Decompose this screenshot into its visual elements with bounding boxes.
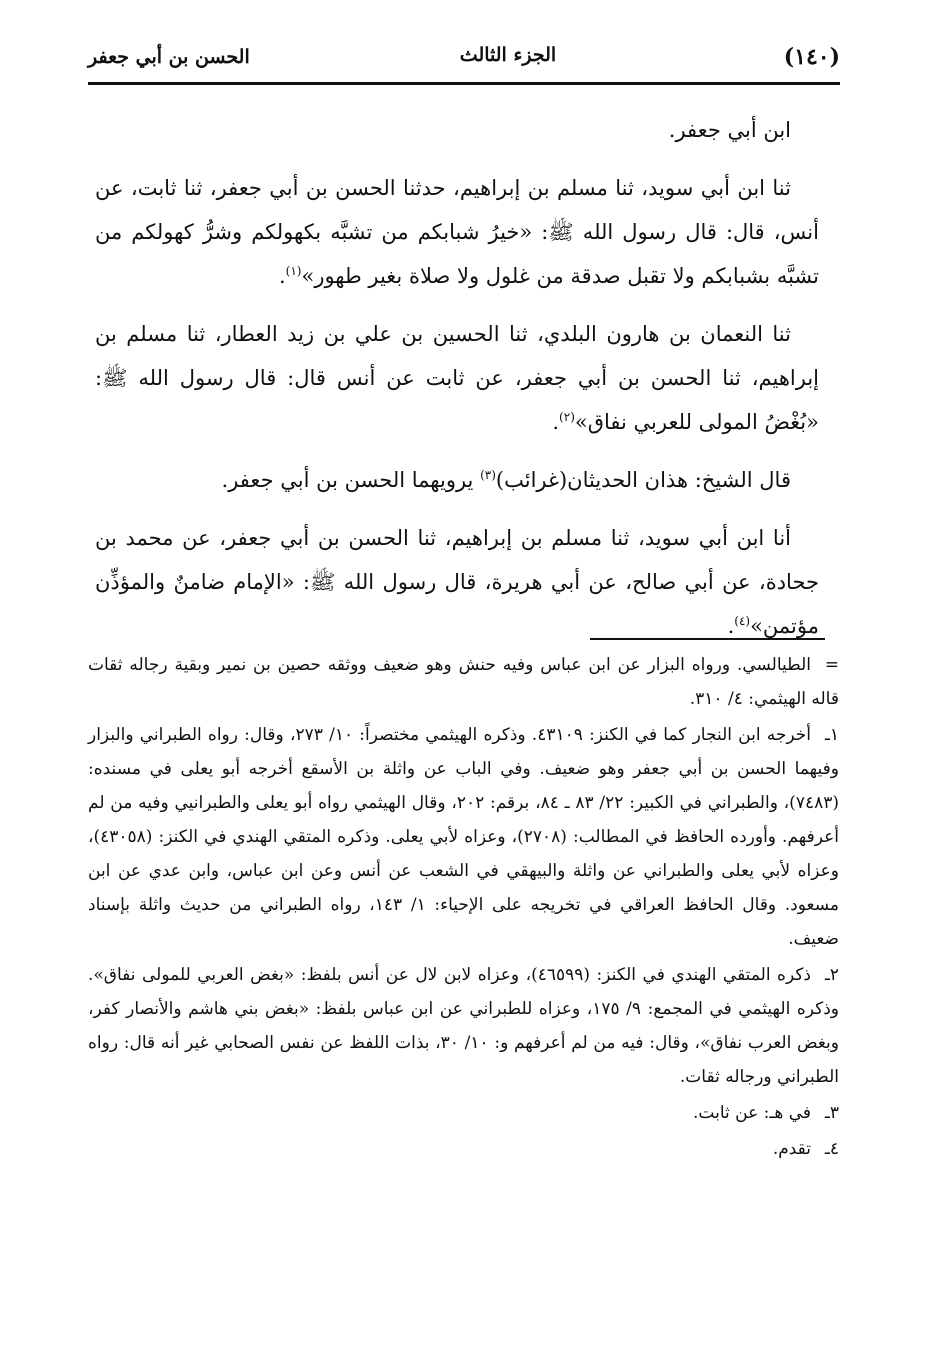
running-title: الحسن بن أبي جعفر: [88, 46, 250, 68]
page-header: [88, 36, 840, 86]
main-text: [95, 108, 819, 662]
footnote-ref: (٤): [734, 614, 751, 628]
footnote-1: [88, 718, 839, 956]
paragraph-text: قال الشيخ: هذان الحديثان(غرائب): [495, 468, 791, 492]
footnote-ref: (٢): [559, 410, 575, 424]
paragraph: أنا ابن أبي سويد، ثنا مسلم بن إبراهيم، ثنا الحسن بن أبي جعفر، عن محمد بن جحادة، عن أبي صالح، عن أبي هريرة، قال رسول الله ﷺ: «الإمام ضامنٌ والمؤذِّن مؤتمن»$^{(٤)}$.: [95, 526, 819, 638]
footnote-number: ٣ـ: [824, 1103, 839, 1123]
footnote-text: أخرجه ابن النجار كما في الكنز: ٤٣١٠٩. وذكره الهيثمي مختصراً: ١٠/ ٢٧٣، وقال: رواه الطبراني والبزار وفيهما الحسن بن أبي جعفر وهو ضعيف. وفي الباب عن واثلة بن الأسقع أخرجه أبو يعلى في مسنده: (٧٤٨٣)، والطبراني في الكبير: ٢٢/ ٨٣ ـ ٨٤، برقم: ٢٠٢، وقال الهيثمي رواه أبو يعلى والطبرانيي وفيه من لم أعرفهم. وأورده الحافظ في المطالب: (٢٧٠٨)، وعزاه لأبي يعلى. وذكره المتقي الهندي في الكنز: (٤٣٠٥٨)، وعزاه لأبي يعلى والطبراني عن واثلة والبيهقي في الشعب عن أنس وعن ابن عباس، وابن عدي عن ابن مسعود. وقال الحافظ العراقي في تخريجه على الإحياء: ١/ ١٤٣، رواه الطبراني من حديث واثلة بإسناد ضعيف.: [88, 725, 839, 949]
footnote-continuation: [88, 648, 839, 716]
footnote-number: ١ـ: [824, 725, 840, 745]
paragraph: [95, 458, 819, 502]
paragraph-text: ابن أبي جعفر.: [668, 118, 791, 142]
footnote-text: ذكره المتقي الهندي في الكنز: (٤٦٥٩٩)، وعزاه لابن لال عن أنس بلفظ: «بغض العربي للمولى نفاق». وذكره الهيثمي في المجمع: ٩/ ١٧٥، وعزاه للطبراني عن ابن عباس بلفظ: «بغض بني هاشم والأنصار كفر، وبغض العرب نفاق»، وقال: فيه من لم أعرفهم و: ١٠/ ٣٠، بذات اللفظ عن نفس الصحابي غير أنه قال: رواه الطبراني ورجاله ثقات.: [88, 965, 839, 1087]
volume-title: الجزء الثالث: [459, 44, 557, 66]
footnote-separator: [590, 638, 825, 640]
paragraph-text: ثنا ابن أبي سويد، ثنا مسلم بن إبراهيم، حدثنا الحسن بن أبي جعفر، ثنا ثابت، عن أنس، قال: قال رسول الله ﷺ: «خيرُ شبابكم من تشبَّه بكهولكم وشرُّ كهولكم من تشبَّه بشبابكم ولا تقبل صدقة من غلول ولا صلاة بغير طهور»: [95, 176, 819, 288]
paragraph: ثنا ابن أبي سويد، ثنا مسلم بن إبراهيم، حدثنا الحسن بن أبي جعفر، ثنا ثابت، عن أنس، قال: قال رسول الله ﷺ: «خيرُ شبابكم من تشبَّه بكهولكم وشرُّ كهولكم من تشبَّه بشبابكم ولا تقبل صدقة من غلول ولا صلاة بغير طهور»$^{(١)}$.: [95, 176, 819, 288]
paragraph-text: أنا ابن أبي سويد، ثنا مسلم بن إبراهيم، ثنا الحسن بن أبي جعفر، عن محمد بن جحادة، عن أبي صالح، عن أبي هريرة، قال رسول الله ﷺ: «الإمام ضامنٌ والمؤذِّن مؤتمن»: [95, 526, 819, 638]
footnote-3: [88, 1096, 839, 1130]
footnotes: [88, 648, 839, 1168]
footnote-2: [88, 958, 839, 1094]
continuation-marker: =: [824, 655, 839, 675]
paragraph-text: يرويهما الحسن بن أبي جعفر.: [221, 468, 481, 492]
footnote-number: ٤ـ: [824, 1139, 839, 1159]
header-rule: [88, 82, 840, 85]
footnote-ref: (١): [285, 264, 302, 278]
page-number: (١٤٠): [783, 44, 840, 70]
paragraph-text: ثنا النعمان بن هارون البلدي، ثنا الحسين بن علي بن زيد العطار، ثنا مسلم بن إبراهيم، ثنا الحسن بن أبي جعفر، عن ثابت عن أنس قال: قال رسول الله ﷺ: «بُغْضُ المولى للعربي نفاق»: [95, 322, 819, 434]
footnote-ref: (٣): [480, 468, 496, 482]
footnote-text: في هـ: عن ثابت.: [692, 1103, 811, 1123]
footnote-4: [88, 1132, 839, 1166]
paragraph: [95, 108, 819, 152]
footnote-text: تقدم.: [772, 1139, 811, 1159]
footnote-number: ٢ـ: [824, 965, 839, 985]
footnote-text: الطيالسي. ورواه البزار عن ابن عباس وفيه حنش وهو ضعيف ووثقه حصين بن نمير وبقية رجاله ثقات قاله الهيثمي: ٤/ ٣١٠.: [88, 655, 839, 709]
paragraph: ثنا النعمان بن هارون البلدي، ثنا الحسين بن علي بن زيد العطار، ثنا مسلم بن إبراهيم، ثنا الحسن بن أبي جعفر، عن ثابت عن أنس قال: قال رسول الله ﷺ: «بُغْضُ المولى للعربي نفاق»$^{(٢)}$.: [95, 322, 819, 434]
